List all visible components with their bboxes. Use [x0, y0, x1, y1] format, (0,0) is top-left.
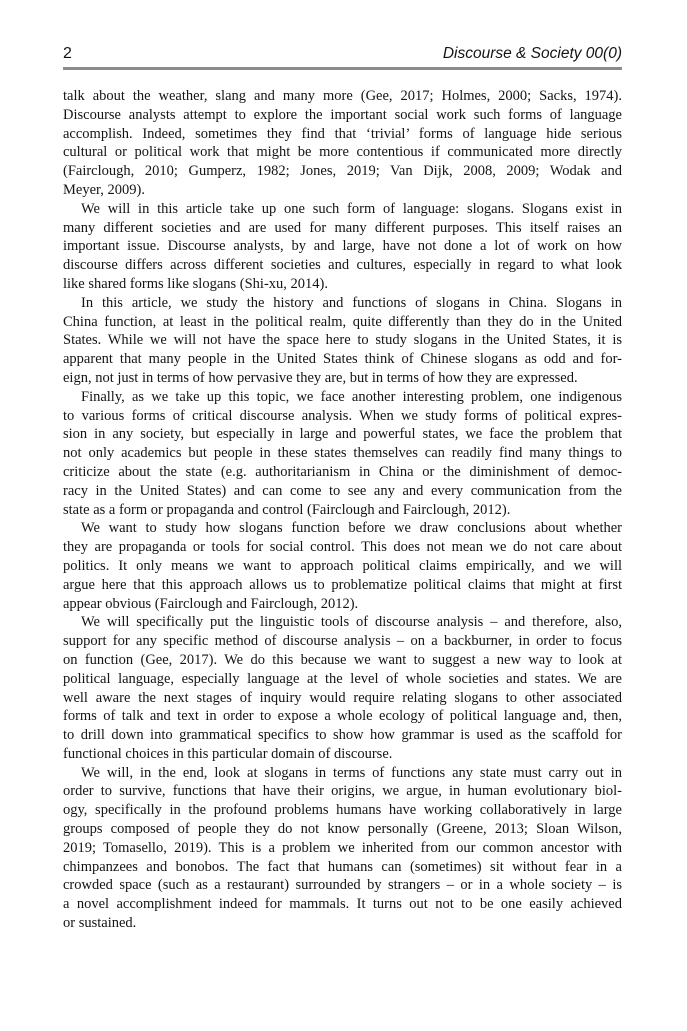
journal-title: Discourse & Society 00(0) — [442, 45, 622, 62]
text-line: forms of talk and text in order to expose a whole ecology of political language and, then, — [63, 708, 622, 725]
text-line: China function, at least in the political realm, quite differently than they do in the United — [63, 313, 622, 330]
text-line: 2019; Tomasello, 2019). This is a problem we inherited from our common ancestor with — [63, 839, 622, 856]
text-line: criticize about the state (e.g. authoritarianism in China or the diminishment of democ- — [63, 463, 622, 480]
text-line: support for any specific method of discourse analysis – on a backburner, in order to focus — [63, 633, 622, 650]
text-line: on function (Gee, 2017). We do this because we want to suggest a new way to look at — [63, 651, 622, 668]
text-line: well aware the next stages of inquiry would require relating slogans to other associated — [63, 689, 622, 706]
paragraph — [63, 87, 622, 200]
text-line: (Fairclough, 2010; Gumperz, 1982; Jones, 2019; Van Dijk, 2008, 2009; Wodak and — [63, 163, 622, 180]
text-line: they are propaganda or tools for social control. This does not mean we do not care about — [63, 539, 622, 556]
text-line: cultural or political work that might be more contentious if communicated more directly — [63, 144, 622, 161]
text-line: political language, especially language at the level of whole societies and states. We are — [63, 670, 622, 687]
text-line: to drill down into grammatical specifics to show how grammar is used as the scaffold for — [63, 727, 622, 744]
text-line: to various forms of critical discourse analysis. When we study forms of political expres- — [63, 407, 622, 424]
text-line: apparent that many people in the United States think of Chinese slogans as odd and for- — [63, 351, 622, 368]
text-line: ogy, specifically in the profound problems humans have working collaboratively in large — [63, 802, 622, 819]
text-line: accomplish. Indeed, sometimes they find that ‘trivial’ forms of language hide serious — [63, 125, 622, 142]
paragraph — [63, 294, 622, 388]
article-body — [63, 87, 622, 933]
text-line: We will in this article take up one such form of language: slogans. Slogans exist in — [81, 200, 622, 217]
text-line: talk about the weather, slang and many more (Gee, 2017; Holmes, 2000; Sacks, 1974). — [63, 88, 622, 104]
page-number: 2 — [63, 45, 72, 62]
text-line: groups composed of people they do not know personally (Greene, 2013; Sloan Wilson, — [63, 821, 622, 838]
text-line: In this article, we study the history and functions of slogans in China. Slogans in — [81, 294, 622, 311]
text-line: We want to study how slogans function before we draw conclusions about whether — [81, 520, 622, 537]
paragraph — [63, 613, 622, 763]
text-line: argue here that this approach allows us to problematize political claims that might at first — [63, 576, 622, 593]
text-line: order to survive, functions that have their origins, we argue, in human evolutionary biol- — [63, 783, 622, 800]
text-line: We will, in the end, look at slogans in terms of functions any state must carry out in — [81, 764, 622, 781]
text-line: functional choices in this particular domain of discourse. — [63, 745, 393, 762]
text-line: state as a form or propaganda and control (Fairclough and Fairclough, 2012). — [63, 501, 511, 518]
paragraph — [63, 519, 622, 613]
page-header — [63, 45, 622, 70]
text-line: many different societies and are used for many different purposes. This itself raises an — [63, 219, 622, 236]
text-line: not only academics but people in these states themselves can readily find many things to — [63, 445, 622, 462]
text-line: appear obvious (Fairclough and Fairclough, 2012). — [63, 595, 359, 612]
text-line: States. While we will not have the space here to study slogans in the United States, it is — [63, 332, 622, 349]
text-line: Finally, as we take up this topic, we face another interesting problem, one indigenous — [81, 388, 622, 405]
paragraph — [63, 200, 622, 294]
text-line: racy in the United States) and can come to see any and every communication from the — [63, 482, 622, 499]
text-line: or sustained. — [63, 915, 137, 932]
text-line: Meyer, 2009). — [63, 181, 145, 198]
text-line: Discourse analysts attempt to explore the important social work such forms of language — [63, 106, 622, 123]
paragraph — [63, 764, 622, 933]
paragraph — [63, 388, 622, 520]
text-line: like shared forms like slogans (Shi-xu, 2014). — [63, 275, 328, 292]
text-line: politics. It only means we want to approach political claims empirically, and we will — [63, 557, 622, 574]
text-line: chimpanzees and bonobos. The fact that humans can (sometimes) sit without fear in a — [63, 858, 622, 875]
text-line: crowded space (such as a restaurant) surrounded by strangers – or in a whole society – is — [63, 877, 622, 894]
text-line: important issue. Discourse analysts, by and large, have not done a lot of work on how — [63, 238, 622, 255]
text-line: eign, not just in terms of how pervasive they are, but in terms of how they are expressed. — [63, 369, 578, 386]
text-line: sion in any society, but especially in large and powerful states, we face the problem that — [63, 426, 622, 443]
text-line: discourse differs across different societies and cultures, especially in regard to what look — [63, 257, 622, 274]
text-line: We will specifically put the linguistic tools of discourse analysis – and therefore, also, — [81, 614, 622, 631]
text-line: a novel accomplishment indeed for mammals. It turns out not to be one easily achieved — [63, 896, 622, 913]
